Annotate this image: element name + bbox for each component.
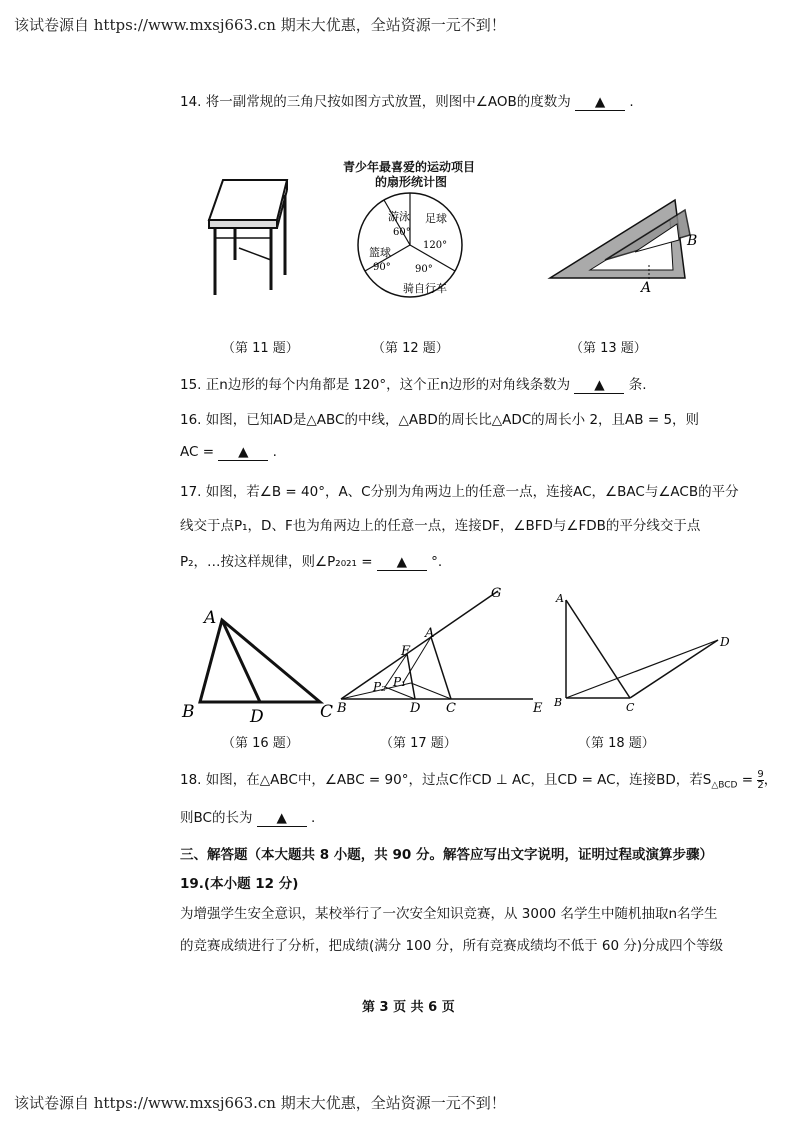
q18-comma: ， [763, 772, 778, 788]
fig17-label-c: C [446, 701, 456, 716]
fig13-label-a: A [641, 280, 652, 296]
question-15 [180, 373, 647, 394]
fig17-label-a: A [425, 626, 435, 641]
fig18-label-d: D [720, 635, 730, 649]
q14-text: 14. 将一副常规的三角尺按如图方式放置，则图中∠AOB的度数为 [180, 94, 571, 110]
section-3-heading: 三、解答题（本大题共 8 小题，共 90 分。解答应写出文字说明，证明过程或演算步骤） [180, 847, 713, 863]
q16-end: . [272, 444, 277, 460]
fig17-label-b: B [337, 701, 347, 716]
figure-16-triangle [180, 605, 340, 725]
page-footer: 第 3 页 共 6 页 [362, 1000, 455, 1015]
fig13-label-b: B [687, 233, 698, 249]
figure-17-angle [333, 583, 553, 718]
figure-12-pie [355, 190, 465, 300]
fig18-label-b: B [554, 696, 563, 709]
q15-blank: ▲ [574, 377, 624, 394]
caption-fig12: （第 12 题） [372, 341, 449, 356]
caption-fig16: （第 16 题） [222, 736, 299, 751]
q17-end: °. [431, 554, 443, 570]
bottom-banner: 该试卷源自 https://www.mxsj663.cn 期末大优惠，全站资源一元不到！ [14, 1094, 506, 1112]
fig16-label-a: A [204, 608, 217, 628]
q15-end: 条. [628, 377, 647, 393]
fig17-label-e: E [533, 701, 543, 716]
q17-line1: 17. 如图，若∠B = 40°，A、C分别为角两边上的任意一点，连接AC，∠BAC与∠ACB的平分 [180, 484, 739, 500]
pie-title-2: 的扇形统计图 [375, 175, 448, 189]
figure-18-quad [550, 588, 740, 713]
fig17-label-f: F [401, 644, 411, 659]
q18-subscript: △BCD [711, 780, 738, 791]
q16-line1: 16. 如图，已知AD是△ABC的中线，△ABD的周长比△ADC的周长小 2，且AB = 5，则 [180, 412, 700, 428]
caption-fig11: （第 11 题） [222, 341, 299, 356]
q18-line2 [180, 806, 315, 827]
pie-label-swim: 游泳 [388, 210, 410, 223]
fig17-label-g: G [491, 586, 502, 601]
fig16-label-b: B [182, 702, 195, 722]
top-banner: 该试卷源自 https://www.mxsj663.cn 期末大优惠，全站资源一元不到！ [14, 16, 506, 34]
question-14 [180, 90, 634, 111]
pie-label-football: 足球 [425, 212, 447, 225]
q18-end: . [311, 810, 316, 826]
q15-text: 15. 正n边形的每个内角都是 120°，这个正n边形的对角线条数为 [180, 377, 571, 393]
q16-blank: ▲ [218, 444, 268, 461]
q14-blank: ▲ [575, 94, 625, 111]
fig17-label-p1: P₁ [393, 675, 406, 689]
fig16-label-d: D [250, 707, 264, 725]
q16-prefix: AC = [180, 444, 215, 460]
q18-prefix: 则BC的长为 [180, 810, 253, 826]
q18-text: 18. 如图，在△ABC中，∠ABC = 90°，过点C作CD ⊥ AC，且CD = AC，连接BD，若S [180, 772, 712, 788]
pie-label-basketball: 篮球 [369, 246, 391, 259]
q18-numerator: 9 [757, 768, 764, 780]
pie-angle-bike: 90° [415, 264, 433, 275]
q16-line2 [180, 444, 277, 461]
q18-blank: ▲ [257, 810, 307, 827]
fig16-label-c: C [320, 702, 334, 722]
fig18-label-a: A [556, 592, 564, 605]
fig17-label-d: D [410, 701, 421, 716]
pie-angle-football: 120° [423, 240, 448, 251]
caption-fig13: （第 13 题） [570, 341, 647, 356]
pie-angle-swim: 60° [393, 227, 411, 238]
q17-line3 [180, 550, 442, 571]
q18-equals: = [737, 772, 758, 788]
q17-line2: 线交于点P₁，D、F也为角两边上的任意一点，连接DF，∠BFD与∠FDB的平分线交于点 [180, 518, 701, 534]
pie-label-bike: 骑自行车 [403, 282, 447, 295]
q18-line1 [180, 768, 777, 791]
q14-end: . [629, 94, 634, 110]
caption-fig18: （第 18 题） [578, 736, 655, 751]
pie-angle-basketball: 90° [373, 262, 391, 273]
figure-13-set-squares [545, 190, 715, 300]
q17-blank: ▲ [377, 554, 427, 571]
q19-line2: 的竞赛成绩进行了分析，把成绩(满分 100 分，所有竞赛成绩均不低于 60 分)分成四个等级 [180, 938, 724, 954]
caption-fig17: （第 17 题） [380, 736, 457, 751]
q17-prefix: P₂，…按这样规律，则∠P₂₀₂₁ = [180, 554, 373, 570]
q19-heading: 19.(本小题 12 分) [180, 876, 299, 892]
q18-denominator: 2 [757, 779, 764, 791]
figure-11-table [195, 170, 305, 300]
q19-line1: 为增强学生安全意识，某校举行了一次安全知识竞赛，从 3000 名学生中随机抽取n名学生 [180, 906, 718, 922]
fig18-label-c: C [626, 701, 635, 713]
pie-title-1: 青少年最喜爱的运动项目 [343, 160, 476, 174]
fig17-label-p2: P₂ [373, 680, 386, 694]
